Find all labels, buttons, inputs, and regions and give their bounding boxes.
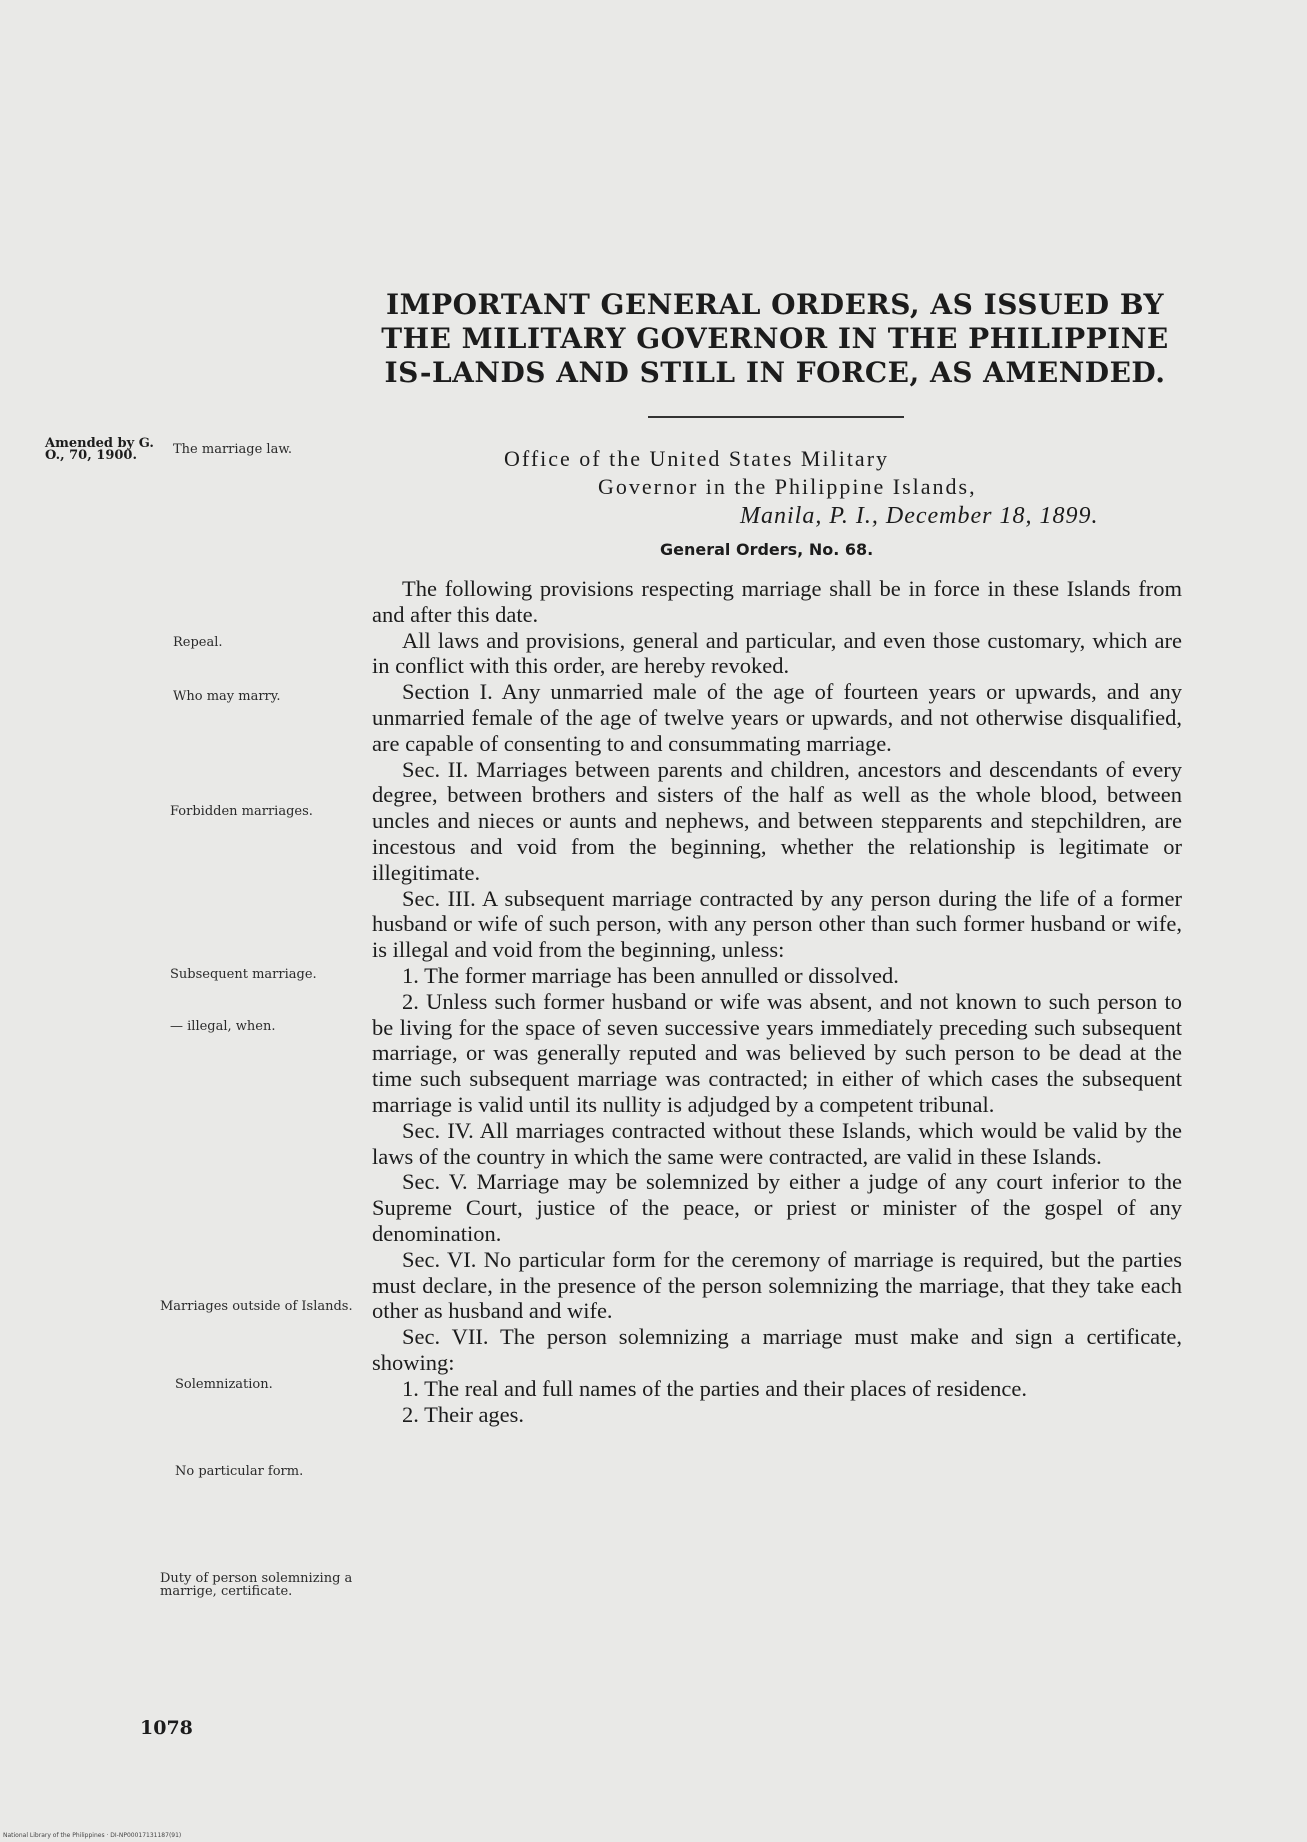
page-number: 1078 (140, 1717, 193, 1739)
order-body (372, 576, 1182, 1427)
office-line-1: Office of the United States Military (504, 446, 890, 471)
side-note-outside-islands: Marriages outside of Islands. (160, 1299, 353, 1314)
dateline: Manila, P. I., December 18, 1899. (740, 503, 1099, 529)
paragraph-section-7-item-2: 2. Their ages. (402, 1401, 525, 1427)
paragraph-section-3: Sec. III. A subsequent marriage contracted by any person during the life of a former husband or wife of such person, with any person other than such former husband or wife, is illegal and void from the beginning, unless: (372, 885, 1182, 963)
paragraph-repeal: All laws and provisions, general and particular, and even those customary, which are in conflict with this order, are hereby revoked. (372, 627, 1182, 679)
amendment-note: Amended by G. O., 70, 1900. (45, 436, 154, 463)
paragraph-section-4: Sec. IV. All marriages contracted without these Islands, which would be valid by the laws of the country in which the same were contracted, are valid in these Islands. (372, 1117, 1182, 1169)
side-note-solemnization: Solemnization. (175, 1377, 273, 1392)
side-note-illegal-when: — illegal, when. (170, 1019, 276, 1034)
office-line-2: Governor in the Philippine Islands, (598, 474, 977, 499)
title-divider (648, 416, 904, 418)
side-note-subsequent: Subsequent marriage. (170, 967, 317, 982)
side-note-who-may-marry: Who may marry. (173, 689, 281, 704)
side-note-repeal: Repeal. (173, 635, 223, 650)
paragraph-section-3-item-1: 1. The former marriage has been annulled or dissolved. (402, 962, 899, 988)
side-note-forbidden: Forbidden marriages. (170, 804, 313, 819)
page-title: IMPORTANT GENERAL ORDERS, AS ISSUED BY THE MILITARY GOVERNOR IN THE PHILIPPINE IS-LANDS AND STILL IN FORCE, AS AMENDED. (381, 288, 1169, 389)
paragraph-section-1: Section I. Any unmarried male of the age of fourteen years or upwards, and any unmarried female of the age of twelve years or upwards, and not otherwise disqualified, are capable of consenting to and consummating marriage. (372, 679, 1182, 756)
side-note-duty-person: Duty of person solemnizing a marrige, certificate. (160, 1571, 353, 1599)
paragraph-section-7-item-1: 1. The real and full names of the parties and their places of residence. (402, 1375, 1027, 1401)
orders-heading: General Orders, No. 68. (660, 540, 874, 559)
paragraph-section-2: Sec. II. Marriages between parents and children, ancestors and descendants of every degree, between brothers and sisters of the half as well as the whole blood, between uncles and nieces or aunts and nephews, and between stepparents and stepchildren, are incestous and void from the beginning, whether the relationship is legitimate or illegitimate. (372, 756, 1182, 885)
side-note-no-particular-form: No particular form. (175, 1464, 304, 1479)
paragraph-section-7: Sec. VII. The person solemnizing a marriage must make and sign a certificate, showing: (372, 1324, 1182, 1375)
paragraph-intro: The following provisions respecting marriage shall be in force in these Islands from and after this date. (372, 576, 1182, 627)
paragraph-section-6: Sec. VI. No particular form for the ceremony of marriage is required, but the parties must declare, in the presence of the person solemnizing the marriage, that they take each other as husband and wife. (372, 1246, 1182, 1324)
paragraph-section-3-item-2: 2. Unless such former husband or wife was absent, and not known to such person to be living for the space of seven successive years immediately preceding such subsequent marriage, or was generally reputed and was believed by such person to be dead at the time such subsequent marriage was contracted; in either of which cases the subsequent marriage is valid until its nullity is adjudged by a competent tribunal. (372, 988, 1182, 1117)
archive-footer-tag: National Library of the Philippines · DI-NP00017131187(91) (3, 1832, 182, 1839)
paragraph-section-5: Sec. V. Marriage may be solemnized by either a judge of any court inferior to the Supreme Court, justice of the peace, or priest or minister of the gospel of any denomination. (372, 1169, 1182, 1246)
side-note-marriage-law: The marriage law. (173, 442, 293, 457)
